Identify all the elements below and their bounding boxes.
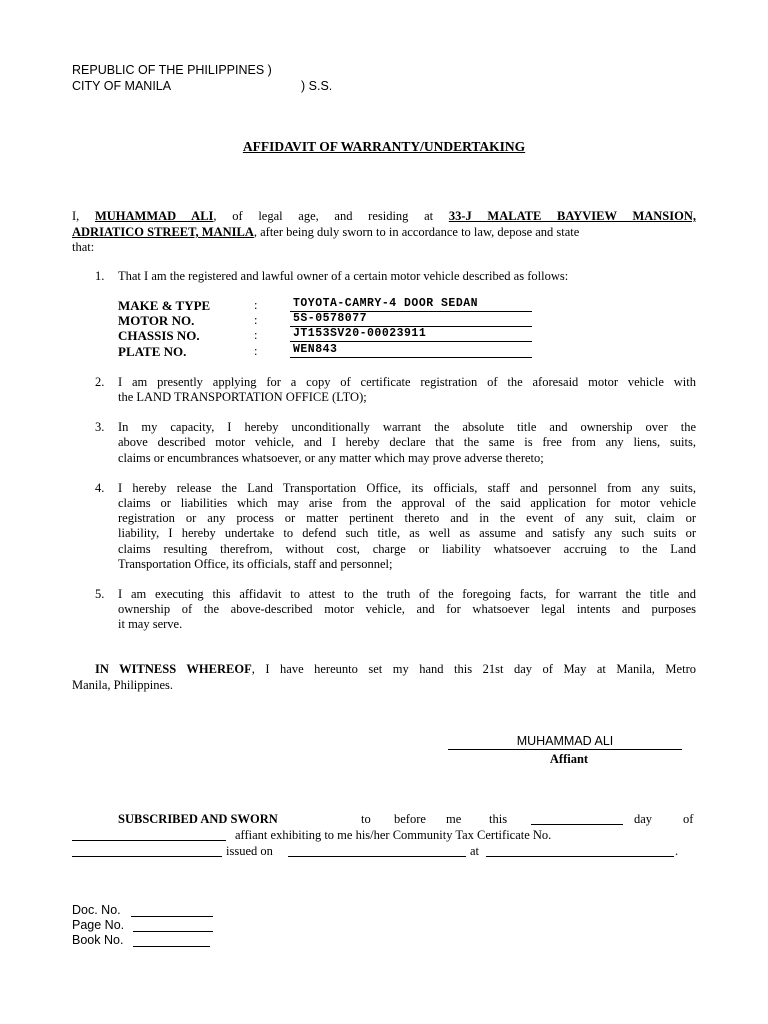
- signature-line: [448, 749, 682, 750]
- item-4-number: 4.: [95, 481, 105, 495]
- jurat-period: .: [675, 844, 679, 858]
- chassis-no-value: JT153SV20-00023911: [293, 327, 427, 340]
- document-title: AFFIDAVIT OF WARRANTY/UNDERTAKING: [242, 139, 526, 154]
- intro-text-1: I,: [72, 209, 95, 223]
- plate-no-label: PLATE NO.: [118, 344, 187, 359]
- item-4-line-1: I hereby release the Land Transportation Office, its officials, staff and personnel from any suits,: [118, 481, 696, 495]
- jurat-at: at: [470, 844, 480, 858]
- item-1-number: 1.: [95, 269, 105, 283]
- chassis-no-colon: :: [254, 328, 258, 342]
- signatory-role: Affiant: [549, 752, 589, 766]
- make-type-colon: :: [254, 298, 258, 312]
- motor-no-colon: :: [254, 313, 258, 327]
- chassis-no-label: CHASSIS NO.: [118, 328, 200, 343]
- jurat-issued-on-blank: [288, 856, 466, 857]
- address-line-2: ADRIATICO STREET, MANILA: [72, 225, 254, 239]
- motor-no-label: MOTOR NO.: [118, 313, 195, 328]
- plate-no-colon: :: [254, 344, 258, 358]
- intro-line-2: [72, 225, 579, 240]
- book-no-blank: [133, 946, 210, 947]
- jurat-word-this: this: [489, 812, 508, 826]
- item-3-line-2: above described motor vehicle, and I hereby declare that the same is free from any liens, suits,: [118, 435, 696, 449]
- chassis-no-underline: [290, 341, 532, 342]
- signatory-name: MUHAMMAD ALI: [516, 734, 614, 748]
- jurat-day-blank: [531, 824, 623, 825]
- header-republic: REPUBLIC OF THE PHILIPPINES ): [72, 63, 272, 77]
- item-4-line-4: liability, I hereby undertake to defend such title, as well as assume and satisfy any such suits or: [118, 526, 696, 540]
- make-type-value: TOYOTA-CAMRY-4 DOOR SEDAN: [293, 297, 479, 310]
- item-1-text: That I am the registered and lawful owner of a certain motor vehicle described as follows:: [118, 269, 569, 283]
- item-4-line-5: claims resulting therefrom, without cost, charge or liability whatsoever accruing to the Land: [118, 542, 696, 556]
- affiant-name: MUHAMMAD ALI: [94, 209, 214, 223]
- book-no-label: Book No.: [72, 933, 124, 947]
- item-2-line-1: I am presently applying for a copy of certificate registration of the aforesaid motor vehicle with: [118, 375, 696, 389]
- make-type-label: MAKE & TYPE: [118, 298, 211, 313]
- jurat-place-blank: [486, 856, 674, 857]
- witness-heading: IN WITNESS WHEREOF: [95, 662, 252, 676]
- jurat-word-before: before: [394, 812, 426, 826]
- jurat-month-blank: [72, 840, 226, 841]
- jurat-word-to: to: [361, 812, 371, 826]
- intro-text-3: , after being duly sworn to in accordance to law, depose and state: [253, 225, 580, 239]
- intro-text-2: , of legal age, and residing at: [213, 209, 449, 223]
- item-5-line-1: I am executing this affidavit to attest to the truth of the foregoing facts, for warrant the title and: [118, 587, 696, 601]
- motor-no-value: 5S-0578077: [293, 312, 368, 325]
- item-4-line-3: registration or any process or matter pertinent thereto and in the event of any suit, claim or: [118, 511, 696, 525]
- doc-no-label: Doc. No.: [72, 903, 121, 917]
- item-3-line-3: claims or encumbrances whatsoever, or any matter which may prove adverse thereto;: [118, 451, 544, 465]
- page-no-label: Page No.: [72, 918, 125, 932]
- item-3-line-1: In my capacity, I hereby unconditionally warrant the absolute title and ownership over the: [118, 420, 696, 434]
- intro-line-3: that:: [72, 240, 95, 254]
- jurat-word-day: day: [634, 812, 653, 826]
- address-line-1: 33-J MALATE BAYVIEW MANSION,: [448, 209, 696, 223]
- doc-no-blank: [131, 916, 213, 917]
- item-2-line-2: the LAND TRANSPORTATION OFFICE (LTO);: [118, 390, 367, 404]
- witness-line-1: [95, 662, 696, 678]
- plate-no-value: WEN843: [293, 343, 338, 356]
- header-ss: ) S.S.: [301, 79, 333, 93]
- item-5-number: 5.: [95, 587, 105, 601]
- page-no-blank: [133, 931, 213, 932]
- item-5-line-2: ownership of the above-described motor vehicle, and for whatsoever legal intents and purposes: [118, 602, 696, 616]
- header-city: CITY OF MANILA: [72, 79, 172, 93]
- witness-text: , I have hereunto set my hand this 21st day of May at Manila, Metro: [251, 662, 696, 676]
- item-4-line-2: claims or liabilities which may arise from the approval of the said application for motor vehicle: [118, 496, 696, 510]
- jurat-line-2-text: affiant exhibiting to me his/her Community Tax Certificate No.: [235, 828, 552, 842]
- item-4-line-6: Transportation Office, its officials, staff and personnel;: [118, 557, 393, 571]
- item-2-number: 2.: [95, 375, 105, 389]
- jurat-ctc-blank: [72, 856, 222, 857]
- jurat-issued-on: issued on: [226, 844, 273, 858]
- witness-line-2: Manila, Philippines.: [72, 678, 174, 692]
- jurat-word-me: me: [446, 812, 462, 826]
- item-5-line-3: it may serve.: [118, 617, 183, 631]
- jurat-heading: SUBSCRIBED AND SWORN: [118, 812, 278, 826]
- item-3-number: 3.: [95, 420, 105, 434]
- plate-no-underline: [290, 357, 532, 358]
- jurat-word-of: of: [683, 812, 694, 826]
- intro-line-1: [72, 209, 696, 225]
